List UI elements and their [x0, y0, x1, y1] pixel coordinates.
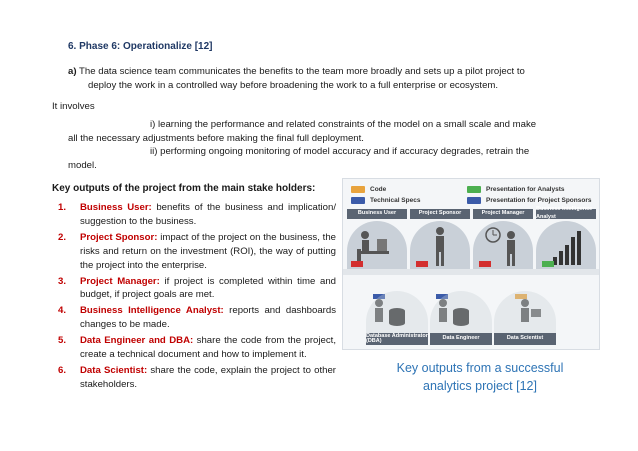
- paragraph-a: [68, 65, 566, 93]
- outputs-list: [58, 201, 336, 394]
- role-name: Project Manager:: [80, 275, 160, 287]
- involves-item-i: [68, 118, 566, 146]
- person-standing-icon: [436, 227, 444, 266]
- role-label: Data Scientist: [494, 333, 556, 345]
- role-label: Project Sponsor: [410, 209, 470, 219]
- presentation-icon: [416, 261, 428, 267]
- caption-line2: analytics project [12]: [423, 378, 537, 393]
- key-outputs-heading: Key outputs of the project from the main stake holders:: [52, 183, 316, 194]
- presentation-icon: [479, 261, 491, 267]
- item-ii-lead: ii) performing ongoing monitoring of model accuracy and if accuracy degrades, retrain the: [150, 146, 530, 157]
- bar-chart-icon: [553, 231, 581, 265]
- role-name: Data Engineer and DBA:: [80, 335, 194, 347]
- list-item: 1. Business User: benefits of the business and implication/ suggestion to the business.: [58, 202, 336, 227]
- involves-label: It involves: [52, 101, 95, 112]
- role-name: Business User:: [80, 202, 152, 213]
- role-label: Business User: [347, 209, 407, 219]
- item-i-lead: i) learning the performance and related constraints of the model on a small scale and make: [150, 119, 537, 130]
- role-label: Project Manager: [473, 209, 533, 219]
- legend-pres-analysts: Presentation for Analysts: [467, 185, 565, 194]
- role-label: Database Administrator (DBA): [366, 332, 428, 344]
- list-item: 2. Project Sponsor: impact of the project on the business, the risks and return on the investment (ROI), the way of putting the project into the enterprise.: [58, 231, 336, 271]
- caption-line1: Key outputs from a successful: [396, 361, 564, 375]
- presentation-icon: [542, 261, 554, 267]
- item-ii-cont: model.: [68, 159, 97, 171]
- list-item: 4. Business Intelligence Analyst: reports and dashboards changes to be made.: [58, 305, 337, 331]
- section-heading: 6. Phase 6: Operationalize [12]: [68, 41, 213, 52]
- role-label: Business Intelligence Analyst: [536, 209, 596, 219]
- person-standing-icon: [507, 231, 515, 266]
- paragraph-a-tag: a): [68, 66, 77, 77]
- role-name: Data Scientist:: [80, 364, 148, 376]
- outputs-illustration: [342, 178, 600, 350]
- involves-item-ii: [68, 145, 566, 173]
- role-name: Business Intelligence Analyst:: [80, 305, 224, 317]
- presentation-icon: [351, 261, 363, 267]
- figure-caption: [360, 360, 600, 395]
- paragraph-a-line2: deploy the work in a controlled way before broadening the work to a full enterprise or ecosystem.: [88, 79, 499, 91]
- legend-code: Code: [351, 185, 386, 194]
- legend-tech-specs: Technical Specs: [351, 196, 420, 205]
- list-item: 3. Project Manager: if project is completed within time and budget, if project goals are met.: [58, 275, 336, 301]
- role-label: Data Engineer: [430, 333, 492, 345]
- paragraph-a-line1: The data science team communicates the benefits to the team more broadly and sets up a pilot project to: [79, 66, 525, 77]
- person-at-desk-icon: [357, 231, 389, 265]
- list-item: 6. Data Scientist: share the code, explain the project to other stakeholders.: [58, 364, 336, 390]
- list-item: 5. Data Engineer and DBA: share the code from the project, create a technical document and how to implement it.: [58, 335, 336, 361]
- item-i-cont: all the necessary adjustments before making the final full deployment.: [68, 132, 364, 144]
- role-name: Project Sponsor:: [80, 231, 158, 243]
- legend-pres-sponsors: Presentation for Project Sponsors: [467, 196, 591, 205]
